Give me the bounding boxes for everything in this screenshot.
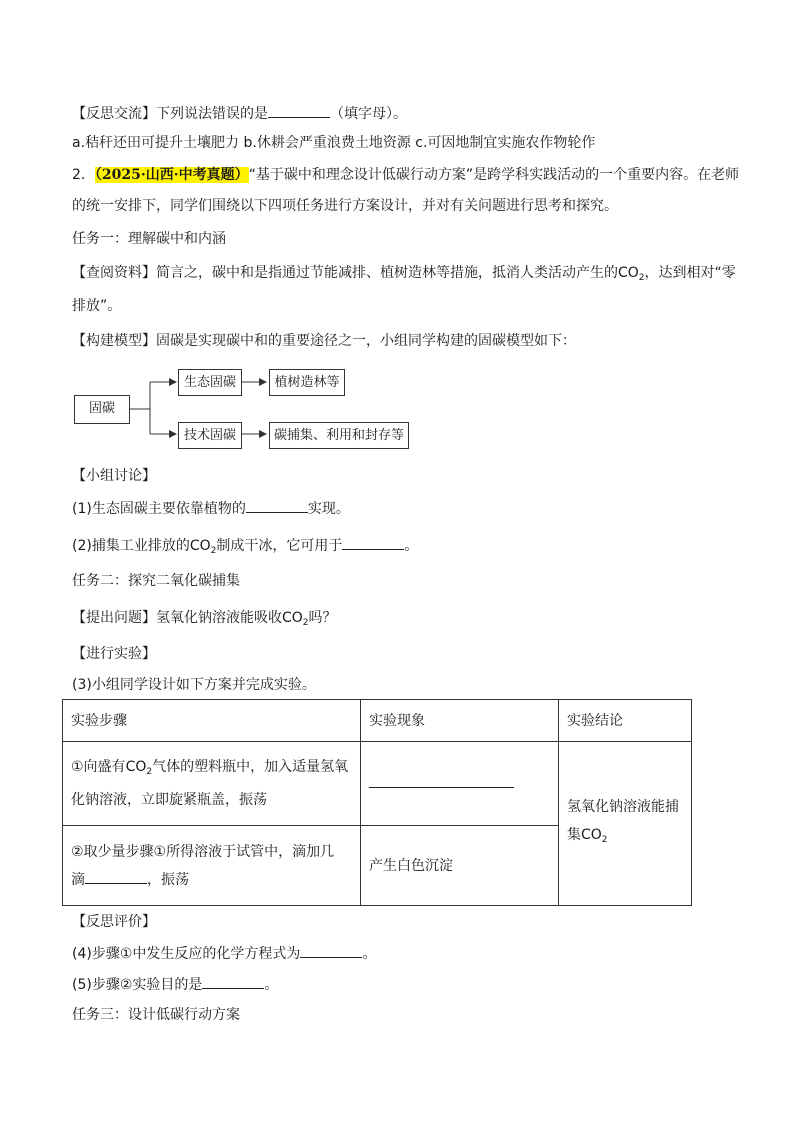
lookup-suffix: ，达到相对“零 xyxy=(644,265,736,281)
carbon-fixation-diagram xyxy=(0,0,794,460)
reflect-prefix: 【反思交流】下列说法错误的是 xyxy=(72,106,268,122)
co-subscript: 2 xyxy=(146,767,153,777)
table-header-row xyxy=(63,700,692,742)
header-conclusion: 实验结论 xyxy=(559,700,692,742)
step1-text-b: 气体的塑料瓶中，加入适量氢氧 xyxy=(152,759,349,775)
discussion-q2 xyxy=(72,535,418,561)
question-line xyxy=(72,608,337,633)
question-suffix: 吗？ xyxy=(308,610,337,626)
step1-text-a: ①向盛有 xyxy=(71,759,126,775)
step-1-cell xyxy=(63,742,361,826)
header-steps: 实验步骤 xyxy=(63,700,361,742)
discussion-q1 xyxy=(72,498,350,519)
co-text: CO xyxy=(282,610,303,626)
task-3-heading: 任务三：设计低碳行动方案 xyxy=(72,1007,240,1023)
question-text-1: “基于碳中和理念设计低碳行动方案”是跨学科实践活动的一个重要内容。在老师 xyxy=(248,167,740,183)
step2-text-a: ②取少量步骤①所得溶液于试管中，滴加几 xyxy=(71,843,335,860)
q1-prefix: (1)生态固碳主要依靠植物的 xyxy=(72,501,246,517)
co-text: CO xyxy=(618,265,639,281)
diagram-eco-box: 生态固碳 xyxy=(178,369,242,396)
co-text: CO xyxy=(125,759,147,775)
step1-text-c: 化钠溶液，立即旋紧瓶盖，振荡 xyxy=(71,792,267,808)
q2-blank[interactable] xyxy=(342,535,404,550)
q5-prefix: (5)步骤②实验目的是 xyxy=(72,977,203,993)
q2-mid: 制成干冰，它可用于 xyxy=(216,538,343,554)
question-2-line-2: 的统一安排下，同学们围绕以下四项任务进行方案设计，并对有关问题进行思考和探究。 xyxy=(72,198,618,214)
discussion-heading: 【小组讨论】 xyxy=(72,468,156,484)
co-subscript: 2 xyxy=(638,273,645,283)
co-subscript: 2 xyxy=(302,618,309,628)
step-2-cell xyxy=(63,826,361,906)
conclusion-cell xyxy=(559,742,692,906)
header-phenomenon: 实验现象 xyxy=(361,700,559,742)
diagram-trees-box: 植树造林等 xyxy=(269,369,345,396)
diagram-ccus-box: 碳捕集、利用和封存等 xyxy=(269,422,409,449)
q5-blank[interactable] xyxy=(202,974,264,989)
question-number: 2． xyxy=(72,167,95,183)
evaluation-q5 xyxy=(72,974,278,995)
co-subscript: 2 xyxy=(210,546,217,556)
step2-suffix: ，振荡 xyxy=(147,871,189,888)
q1-blank[interactable] xyxy=(246,498,308,513)
diagram-root-box: 固碳 xyxy=(74,395,130,424)
evaluation-heading: 【反思评价】 xyxy=(72,914,156,930)
evaluation-q4 xyxy=(72,943,376,964)
phenomenon-1-cell xyxy=(361,742,559,826)
q4-suffix: 。 xyxy=(362,946,377,962)
table-row xyxy=(63,742,692,826)
task-2-heading: 任务二：探究二氧化碳捕集 xyxy=(72,573,240,589)
options-line: a.秸秆还田可提升土壤肥力 b.休耕会严重浪费土地资源 c.可因地制宜实施农作物轮作 xyxy=(72,135,596,151)
task-1-heading: 任务一：理解碳中和内涵 xyxy=(72,231,226,247)
co-text: CO xyxy=(581,827,602,843)
phenomenon-2-cell: 产生白色沉淀 xyxy=(361,826,559,906)
q2-suffix: 。 xyxy=(404,538,419,554)
experiment-heading: 【进行实验】 xyxy=(72,646,156,662)
q5-suffix: 。 xyxy=(264,977,279,993)
diagram-tech-box: 技术固碳 xyxy=(178,422,242,449)
source-tag: （2025·山西·中考真题） xyxy=(94,167,249,183)
reagent-blank[interactable] xyxy=(85,869,147,884)
step2-prefix: 滴 xyxy=(71,871,85,888)
q1-suffix: 实现。 xyxy=(307,501,350,517)
conclusion-text-a: 氢氧化钠溶液能捕 xyxy=(567,799,679,815)
conclusion-text-b: 集 xyxy=(567,827,581,843)
co-subscript: 2 xyxy=(601,835,608,845)
reflect-suffix: （填字母）。 xyxy=(330,106,407,122)
experiment-intro: (3)小组同学设计如下方案并完成实验。 xyxy=(72,677,316,693)
q4-blank[interactable] xyxy=(300,943,362,958)
q4-prefix: (4)步骤①中发生反应的化学方程式为 xyxy=(72,946,301,962)
q2-prefix: (2)捕集工业排放的 xyxy=(72,538,190,554)
phenomenon-blank[interactable] xyxy=(369,769,514,788)
question-prefix: 【提出问题】氢氧化钠溶液能吸收 xyxy=(72,610,282,626)
co-text: CO xyxy=(189,538,211,554)
experiment-table xyxy=(62,699,692,906)
lookup-prefix: 【查阅资料】简言之，碳中和是指通过节能减排、植树造林等措施，抵消人类活动产生的 xyxy=(72,265,618,281)
model-line: 【构建模型】固碳是实现碳中和的重要途径之一，小组同学构建的固碳模型如下： xyxy=(72,333,576,349)
lookup-line-2: 排放”。 xyxy=(72,298,122,314)
